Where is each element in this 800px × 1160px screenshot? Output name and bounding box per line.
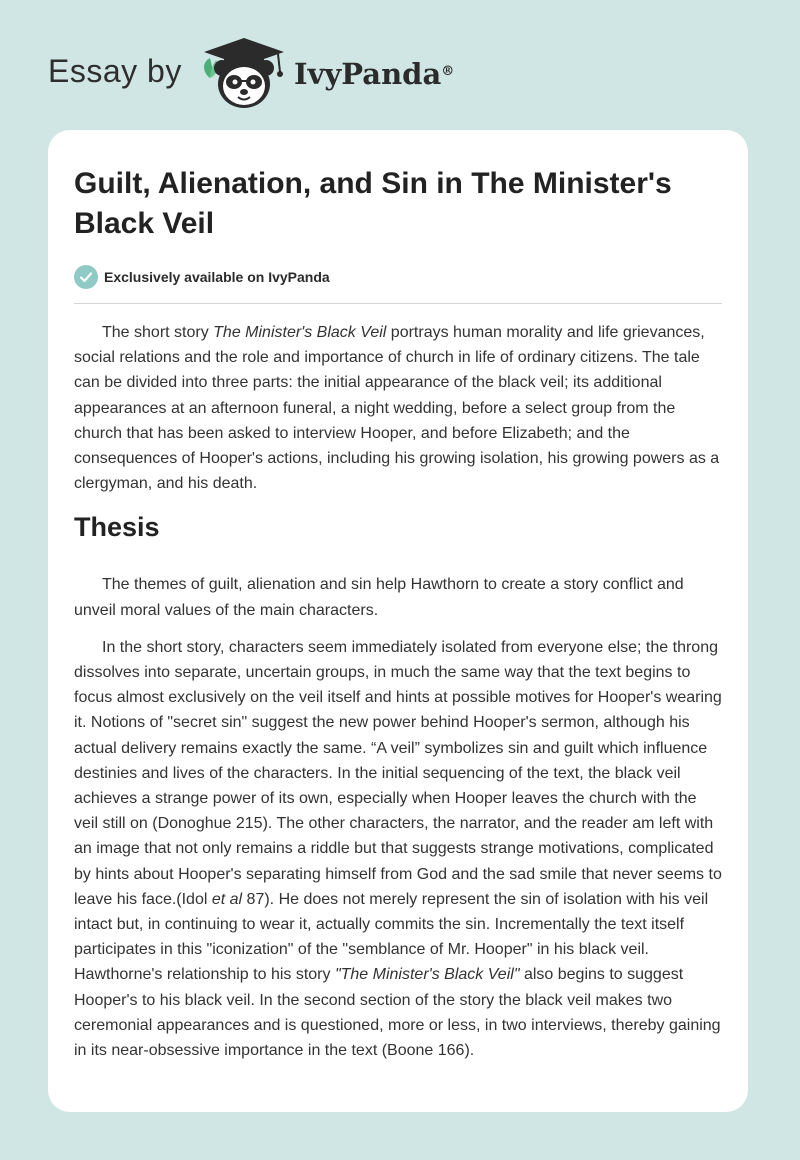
analysis-text-c: also begins to suggest Hooper's to his black veil. In the second section of the story the black veil makes two ceremonial appearances and is questioned, more or less, in two interviews, thereby gaining in its near-obsessive importance in the text (Boone 166). [74, 966, 721, 1060]
intro-text-a: The short story [102, 324, 214, 341]
intro-text-b: portrays human morality and life grievances, social relations and the role and importance of church in life of ordinary citizens. The tale can be divided into three parts: the initial appearance of the black veil; its additional appearances at an afternoon funeral, a night wedding, before a select group from the church that has been asked to interview Hooper, and before Elizabeth; and the consequences of Hooper's actions, including his growing isolation, his growing powers as a clergyman, and his death. [74, 324, 720, 493]
analysis-text-b: 87). He does not merely represent the sin of isolation with his veil intact but, in continuing to wear it, actually commits the sin. Incrementally the text itself participates in this "iconization" of the "semblance of Mr. Hooper" in his black veil. Hawthorne's relationship to his story [74, 890, 709, 984]
check-mark-icon [79, 270, 93, 284]
check-circle-icon [74, 265, 98, 289]
analysis-et-al: et al [211, 890, 243, 908]
divider [74, 303, 722, 304]
analysis-paragraph [74, 635, 722, 1063]
site-header [0, 0, 800, 120]
brand-name[interactable] [294, 54, 454, 94]
essay-by-label: Essay by [48, 53, 182, 89]
thesis-paragraph: The themes of guilt, alienation and sin help Hawthorn to create a story conflict and unveil moral values of the main characters. [74, 576, 684, 619]
essay-body [74, 320, 722, 1075]
essay-card [48, 130, 748, 1112]
intro-story-title: The Minister's Black Veil [213, 324, 387, 341]
exclusive-label: Exclusively available on IvyPanda [104, 269, 330, 285]
panda-graduate-icon[interactable] [198, 34, 290, 112]
brand-name-text: IvyPanda [294, 57, 442, 91]
thesis-heading: Thesis [74, 512, 160, 543]
intro-paragraph [74, 320, 722, 496]
analysis-story-title: "The Minister's Black Veil" [334, 966, 520, 984]
analysis-text-a: In the short story, characters seem immediately isolated from everyone else; the throng dissolves into separate, uncertain groups, in much the same way that the text begins to focus almost exclusively on the veil itself and hints at possible motives for Hooper's wearing it. Notions of "secret sin" suggest the new power behind Hooper's sermon, although his actual delivery remains exactly the same. “A veil” symbolizes sin and guilt which influence destinies and lives of the characters. In the initial sequencing of the text, the black veil achieves a strange power of its own, especially when Hooper leaves the church with the veil still on (Donoghue 215). The other characters, the narrator, and the reader am left with an image that not only remains a riddle but that suggests strange motivations, complicated by hints about Hooper's separating himself from God and the sad smile that never seems to leave his face.(Idol [74, 638, 722, 908]
registered-mark: ® [441, 64, 455, 79]
essay-title: Guilt, Alienation, and Sin in The Minister's Black Veil [74, 167, 672, 240]
exclusive-badge [74, 264, 330, 290]
